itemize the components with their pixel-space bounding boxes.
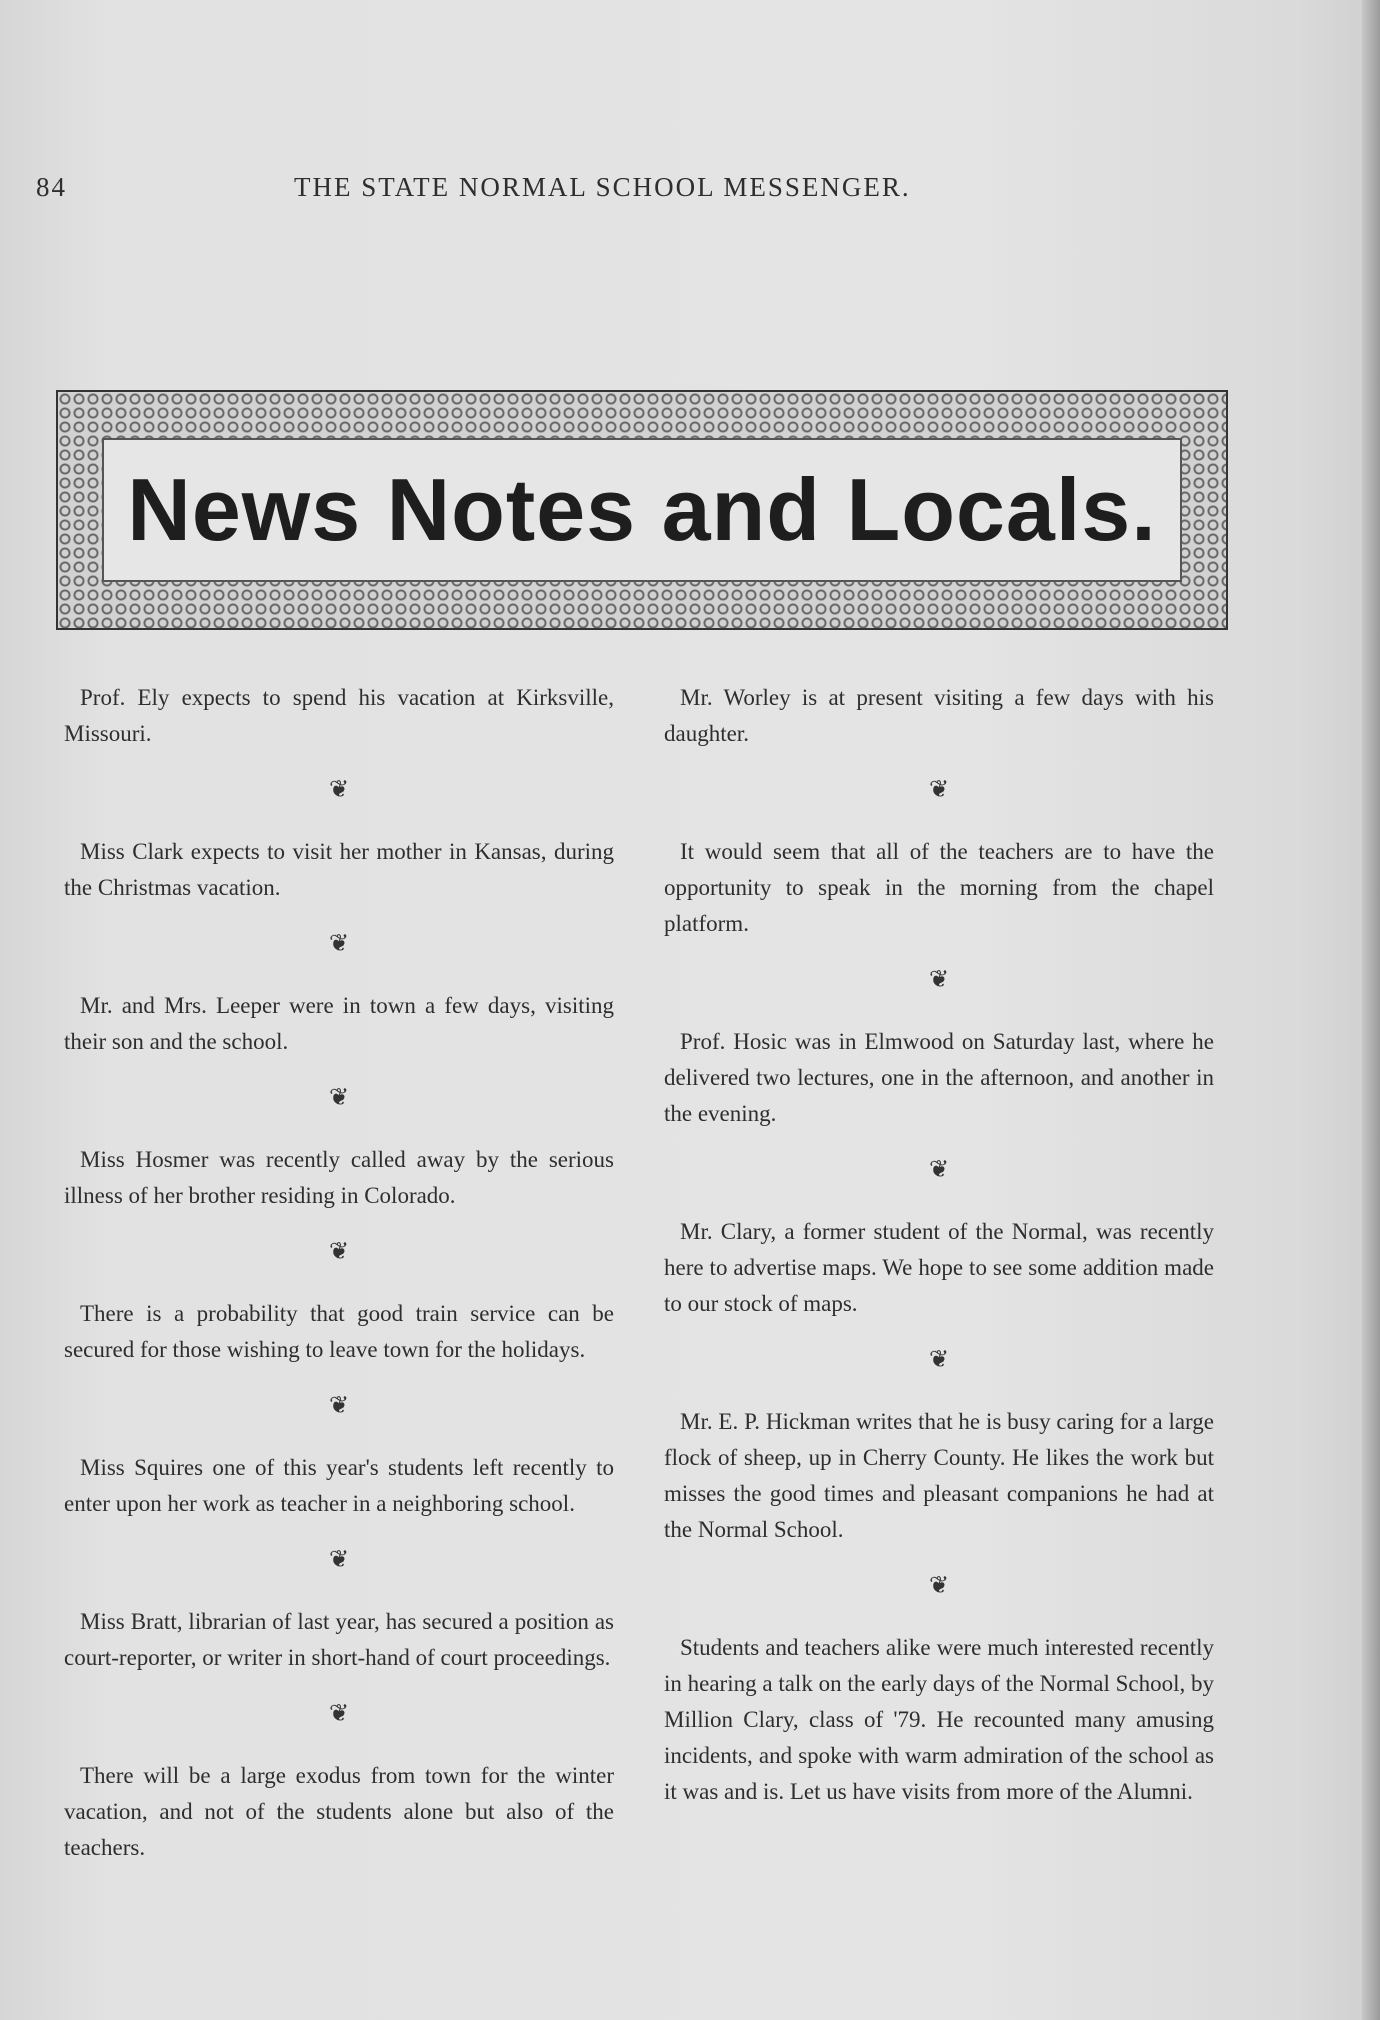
news-item [64,1296,614,1368]
leaf-ornament-icon [664,962,1214,998]
banner-panel [102,438,1182,582]
news-item-text: There will be a large exodus from town for the winter vacation, and not of the students alone but also of the teachers. [64,1763,614,1860]
leaf-ornament-icon [664,1152,1214,1188]
leaf-ornament-icon [64,1542,614,1578]
news-item-text: Prof. Ely expects to spend his vacation at Kirksville, Missouri. [64,685,614,746]
news-item [64,1450,614,1522]
news-item-text: Students and teachers alike were much interested recently in hearing a talk on the early days of the Normal School, by Million Clary, class of '79. He recounted many amusing incidents, and spoke with warm admiration of the school as it was and is. Let us have visits from more of the Alumni. [664,1635,1214,1804]
news-item [64,988,614,1060]
news-item [64,1758,614,1866]
leaf-ornament-icon [64,1696,614,1732]
news-item-text: Mr. Clary, a former student of the Normal, was recently here to advertise maps. We hope to see some addition made to our stock of maps. [664,1219,1214,1316]
news-item-text: Miss Bratt, librarian of last year, has secured a position as court-reporter, or writer in short-hand of court proceedings. [64,1609,614,1670]
leaf-ornament-icon [664,1342,1214,1378]
journal-title: THE STATE NORMAL SCHOOL MESSENGER. [294,172,911,202]
running-head [36,172,1036,212]
leaf-ornament-icon [664,772,1214,808]
leaf-ornament-icon [64,1080,614,1116]
news-item [664,834,1214,942]
news-item-text: Prof. Hosic was in Elmwood on Saturday last, where he delivered two lectures, one in the afternoon, and another in the evening. [664,1029,1214,1126]
section-title: News Notes and Locals. [127,460,1157,559]
news-item [664,680,1214,752]
news-item [64,1142,614,1214]
news-item [664,1630,1214,1810]
leaf-ornament-icon [664,1568,1214,1604]
news-item [64,834,614,906]
page-number: 84 [36,172,67,202]
section-banner [56,390,1228,630]
leaf-ornament-icon [64,1388,614,1424]
leaf-ornament-icon [64,926,614,962]
news-item [664,1214,1214,1322]
news-item-text: There is a probability that good train service can be secured for those wishing to leave town for the holidays. [64,1301,614,1362]
news-item-text: Mr. E. P. Hickman writes that he is busy caring for a large flock of sheep, up in Cherry County. He likes the work but misses the good times and pleasant companions he had at the Normal School. [664,1409,1214,1542]
leaf-ornament-icon [64,1234,614,1270]
news-item-text: Miss Clark expects to visit her mother in Kansas, during the Christmas vacation. [64,839,614,900]
leaf-ornament-icon [64,772,614,808]
news-item-text: It would seem that all of the teachers are to have the opportunity to speak in the morning from the chapel platform. [664,839,1214,936]
news-item [64,680,614,752]
news-item-text: Mr. and Mrs. Leeper were in town a few days, visiting their son and the school. [64,993,614,1054]
news-item [64,1604,614,1676]
book-spine-shadow [1362,0,1380,2020]
right-column [664,680,1214,1824]
news-item-text: Mr. Worley is at present visiting a few days with his daughter. [664,685,1214,746]
news-item-text: Miss Hosmer was recently called away by the serious illness of her brother residing in Colorado. [64,1147,614,1208]
left-column [64,680,614,1880]
news-item-text: Miss Squires one of this year's students left recently to enter upon her work as teacher in a neighboring school. [64,1455,614,1516]
news-item [664,1024,1214,1132]
news-item [664,1404,1214,1548]
